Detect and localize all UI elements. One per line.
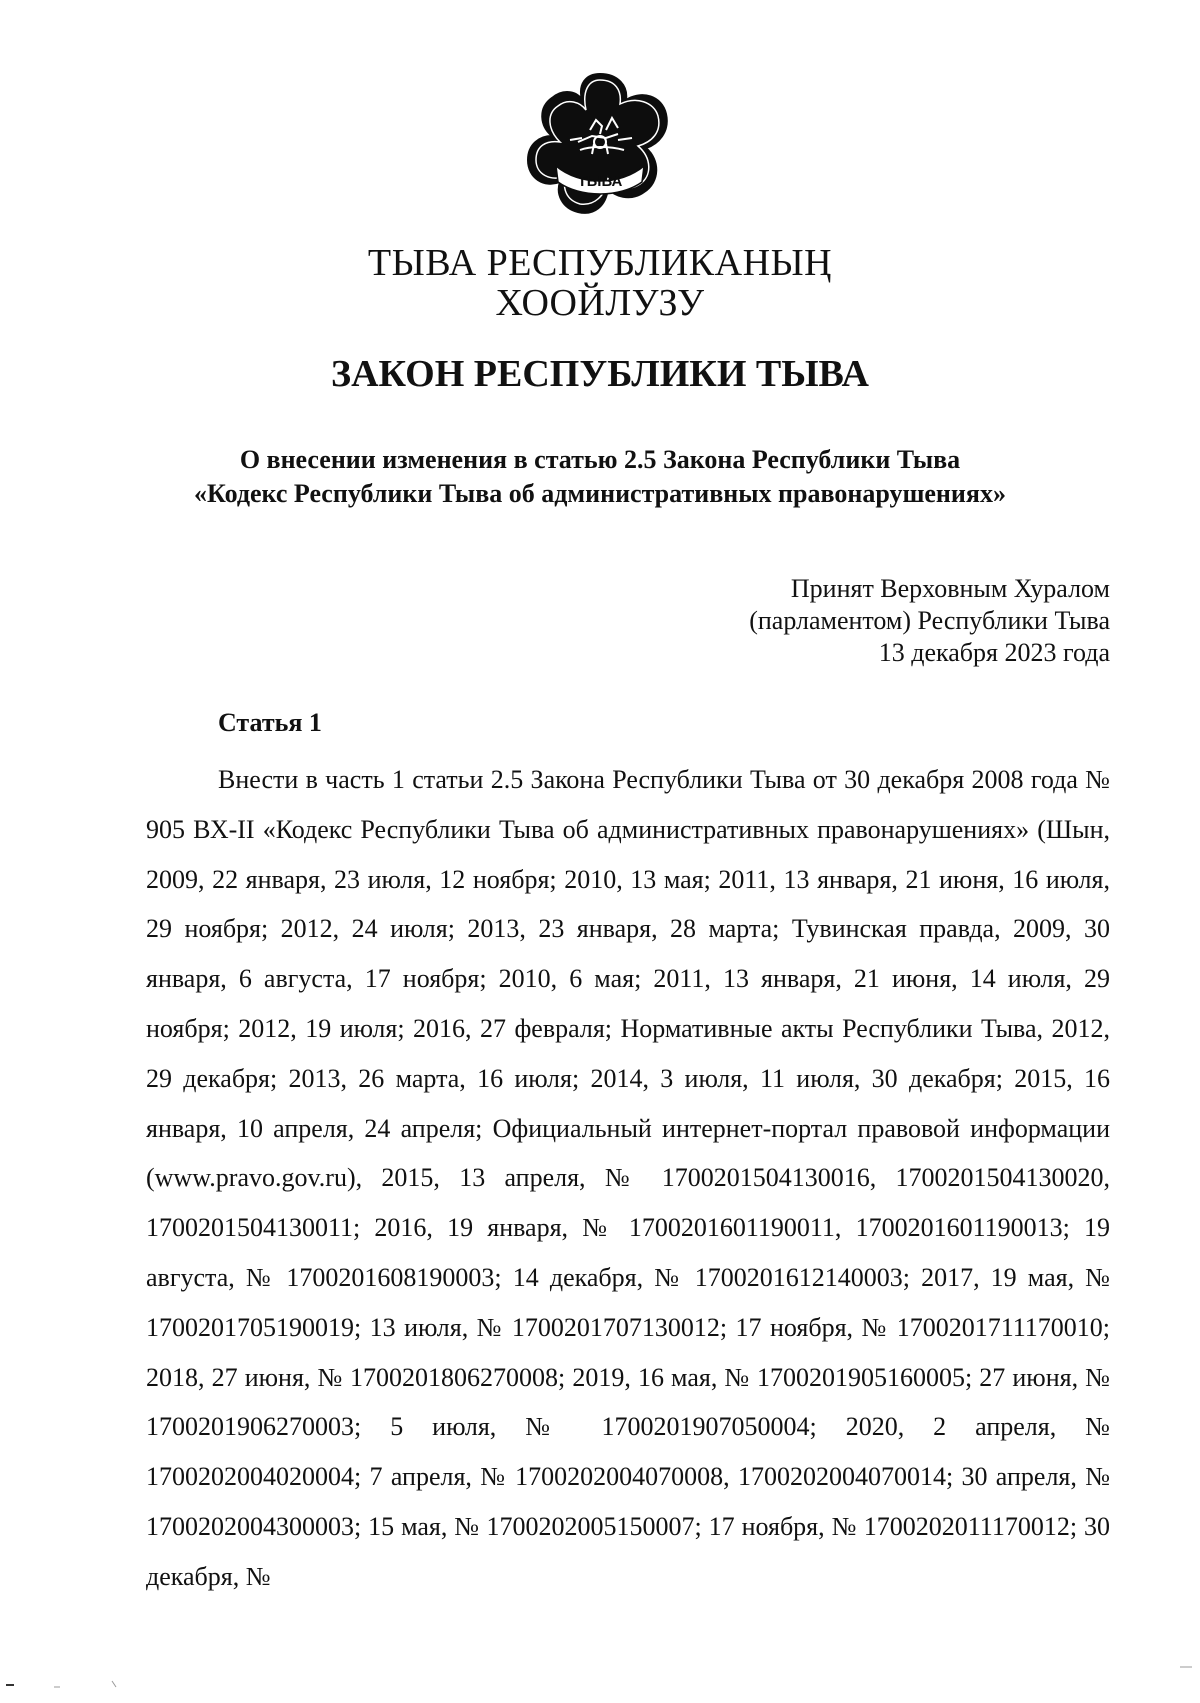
article-body: Внести в часть 1 статьи 2.5 Закона Республики Тыва от 30 декабря 2008 года № 905 ВХ-II «Кодекс Республики Тыва об административных правонарушениях» (Шын, 2009, 22 января, 23 июля, 12 ноября; 2010, 13 мая; 2011, 13 января, 21 июня, 16 июля, 29 ноября; 2012, 24 июля; 2013, 23 января, 28 марта; Тувинская правда, 2009, 30 января, 6 августа, 17 ноября; 2010, 6 мая; 2011, 13 января, 21 июня, 14 июля, 29 ноября; 2012, 19 июля; 2016, 27 февраля; Нормативные акты Республики Тыва, 2012, 29 декабря; 2013, 26 марта, 16 июля; 2014, 3 июля, 11 июля, 30 декабря; 2015, 16 января, 10 апреля, 24 апреля; Официальный интернет-портал правовой информации (www.pravo.gov.ru), 2015, 13 апреля, № 1700201504130016, 1700201504130020, 1700201504130011; 2016, 19 января, № 1700201601190011, 1700201601190013; 19 августа, № 1700201608190003; 14 декабря, № 1700201612140003; 2017, 19 мая, № 1700201705190019; 13 июля, № 1700201707130012; 17 ноября, № 1700201711170010; 2018, 27 июня, № 1700201806270008; 2019, 16 мая, № 1700201905160005; 27 июня, № 1700201906270003; 5 июля, № 1700201907050004; 2020, 2 апреля, № 1700202004020004; 7 апреля, № 1700202004070008, 1700202004070014; 30 апреля, № 1700202004300003; 15 мая, № 1700202005150007; 17 ноября, № 1700202011170012; 30 декабря, №: [146, 765, 1110, 1591]
page-title: ЗАКОН РЕСПУБЛИКИ ТЫВА: [331, 353, 869, 395]
title-tuvan: [0, 243, 1200, 323]
title-tuvan-line1: ТЫВА РЕСПУБЛИКАНЫҢ: [367, 242, 833, 284]
law-subject: [0, 443, 1200, 511]
adoption-line2: (парламентом) Республики Тыва: [749, 606, 1110, 635]
adoption-line1: Принят Верховным Хуралом: [790, 574, 1110, 603]
adoption-date: 13 декабря 2023 года: [878, 638, 1110, 667]
coat-of-arms-icon: [520, 70, 680, 220]
law-subject-line1: О внесении изменения в статью 2.5 Закона Республики Тыва: [239, 445, 961, 474]
scan-margin-marks: [0, 1663, 1200, 1703]
emblem-label: ТЫВА: [577, 173, 623, 190]
title-tuvan-line2: ХООЙЛУЗУ: [495, 282, 705, 324]
law-subject-line2: «Кодекс Республики Тыва об административных правонарушениях»: [194, 479, 1006, 508]
article-heading: Статья 1: [218, 708, 322, 737]
adoption-block: [749, 573, 1110, 669]
